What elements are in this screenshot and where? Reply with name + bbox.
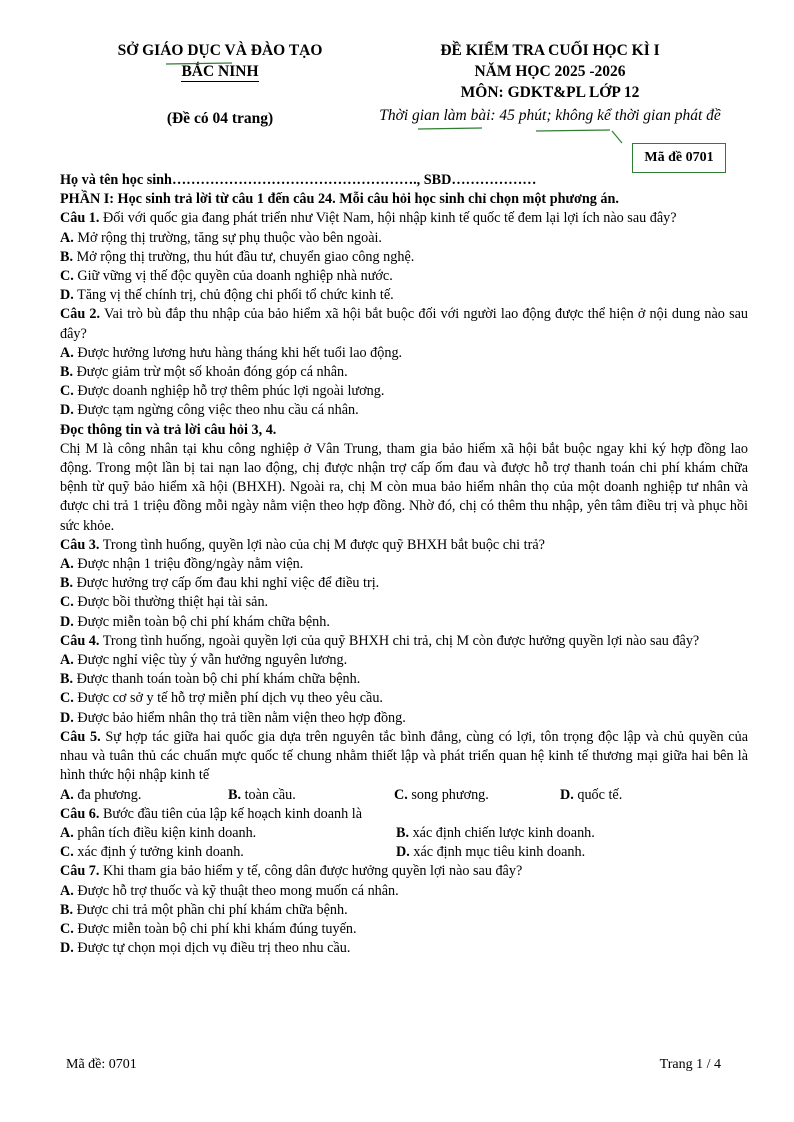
option-6b: B. xác định chiến lược kinh doanh. [396,824,595,841]
options-6-row-2 [60,843,748,862]
question-2: Câu 2. Vai trò bù đắp thu nhập của bảo hiểm xã hội bắt buộc đối với người lao động được thể hiện ở nội dung nào sau đây? [60,306,748,342]
option-7b: B. Được chi trả một phần chi phí khám chữa bệnh. [60,901,348,918]
department-name: SỞ GIÁO DỤC VÀ ĐÀO TẠO [117,42,323,59]
option-5d: D. quốc tế. [560,786,623,803]
option-4a: A. Được nghỉ việc tùy ý vẫn hưởng nguyên lương. [60,652,348,669]
option-6d: D. xác định mục tiêu kinh doanh. [396,844,586,861]
option-2d: D. Được tạm ngừng công việc theo nhu cầu cá nhân. [60,402,359,419]
question-7: Câu 7. Khi tham gia bảo hiểm y tế, công dân được hưởng quyền lợi nào sau đây? [60,863,523,880]
subject: MÔN: GDKT&PL LỚP 12 [460,84,640,101]
question-3: Câu 3. Trong tình huống, quyền lợi nào của chị M được quỹ BHXH bắt buộc chi trả? [60,536,545,553]
option-3d: D. Được miễn toàn bộ chi phí khám chữa bệnh. [60,613,330,630]
option-3c: C. Được bồi thường thiệt hại tài sản. [60,594,269,611]
option-5a: A. đa phương. [60,786,142,803]
option-5b: B. toàn cầu. [228,786,296,803]
option-1a: A. Mở rộng thị trường, tăng sự phụ thuộc vào bên ngoài. [60,229,382,246]
options-5 [60,786,748,805]
option-1d: D. Tăng vị thế chính trị, chủ động chi phối tổ chức kinh tế. [60,287,394,304]
option-4b: B. Được thanh toán toàn bộ chi phí khám chữa bệnh. [60,671,361,688]
option-7d: D. Được tự chọn mọi dịch vụ điều trị theo nhu cầu. [60,940,351,957]
exam-code-box: Mã đề 0701 [632,143,726,173]
option-1b: B. Mở rộng thị trường, thu hút đầu tư, chuyển giao công nghệ. [60,248,415,265]
option-3a: A. Được nhận 1 triệu đồng/ngày nằm viện. [60,556,304,573]
option-6c: C. xác định ý tưởng kinh doanh. [60,844,244,861]
option-7a: A. Được hỗ trợ thuốc và kỹ thuật theo mong muốn cá nhân. [60,882,399,899]
question-1: Câu 1. Đối với quốc gia đang phát triển như Việt Nam, hội nhập kinh tế quốc tế đem lại lợi ích nào sau đây? [60,210,677,227]
footer-page-number: Trang 1 / 4 [659,1057,721,1072]
reading-passage: Chị M là công nhân tại khu công nghiệp ở Vân Trung, tham gia bảo hiểm xã hội bắt buộc ngay khi ký hợp đồng lao động. Trong một lần bị tai nạn lao động, chị được nhận trợ cấp ốm đau và được hỗ trợ thanh toán chi phí khám chữa bệnh từ quỹ bảo hiểm xã hội (BHXH). Ngoài ra, chị M còn mua bảo hiểm nhân thọ của một doanh nghiệp tư nhân và được chi trả 1 triệu đồng mỗi ngày nằm viện theo hợp đồng. Nhờ đó, chị có thêm thu nhập, yên tâm điều trị và phục hồi sức khỏe. [60,440,748,534]
option-4c: C. Được cơ sở y tế hỗ trợ miễn phí dịch vụ theo yêu cầu. [60,690,383,707]
header-right [340,40,760,126]
option-3b: B. Được hưởng trợ cấp ốm đau khi nghỉ việc để điều trị. [60,575,380,592]
time-note: Thời gian làm bài: 45 phút; không kể thời gian phát đề [379,107,721,124]
exam-title: ĐỀ KIỂM TRA CUỐI HỌC KÌ I [440,42,660,59]
province-name: BẮC NINH [181,63,259,80]
footer-exam-code: Mã đề: 0701 [66,1057,137,1072]
question-4: Câu 4. Trong tình huống, ngoài quyền lợi của quỹ BHXH chi trả, chị M còn được hưởng quyền lợi nào sau đây? [60,632,700,649]
option-1c: C. Giữ vững vị thế độc quyền của doanh nghiệp nhà nước. [60,268,393,285]
header-left [60,40,380,129]
option-4d: D. Được bảo hiểm nhân thọ trả tiền nằm viện theo hợp đồng. [60,709,406,726]
option-2a: A. Được hưởng lương hưu hàng tháng khi hết tuổi lao động. [60,344,403,361]
question-6: Câu 6. Bước đầu tiên của lập kế hoạch kinh doanh là [60,805,363,822]
option-7c: C. Được miễn toàn bộ chi phí khi khám đúng tuyến. [60,920,357,937]
option-2c: C. Được doanh nghiệp hỗ trợ thêm phúc lợi ngoài lương. [60,383,385,400]
school-year: NĂM HỌC 2025 -2026 [474,63,626,80]
part-1-heading: PHẦN I: Học sinh trả lời từ câu 1 đến câu 24. Mỗi câu hỏi học sinh chỉ chọn một phương án. [60,191,619,208]
student-info-line: Họ và tên học sinh……………………………………………., SBD……………… [60,172,537,188]
option-5c: C. song phương. [394,786,489,803]
page-count-note: (Đề có 04 trang) [166,110,274,127]
option-2b: B. Được giảm trừ một số khoản đóng góp cá nhân. [60,364,348,381]
reading-heading: Đọc thông tin và trả lời câu hỏi 3, 4. [60,421,277,438]
exam-body [60,171,748,958]
options-6-row-1 [60,824,748,843]
question-5: Câu 5. Sự hợp tác giữa hai quốc gia dựa trên nguyên tắc bình đẳng, cùng có lợi, tôn trọng độc lập và chủ quyền của nhau và tuân thủ các chuẩn mực quốc tế chung nhằm thiết lập và phát triển quan hệ kinh tế thương mại giữa hai bên là hình thức hội nhập kinh tế [60,728,748,784]
option-6a: A. phân tích điều kiện kinh doanh. [60,824,257,841]
